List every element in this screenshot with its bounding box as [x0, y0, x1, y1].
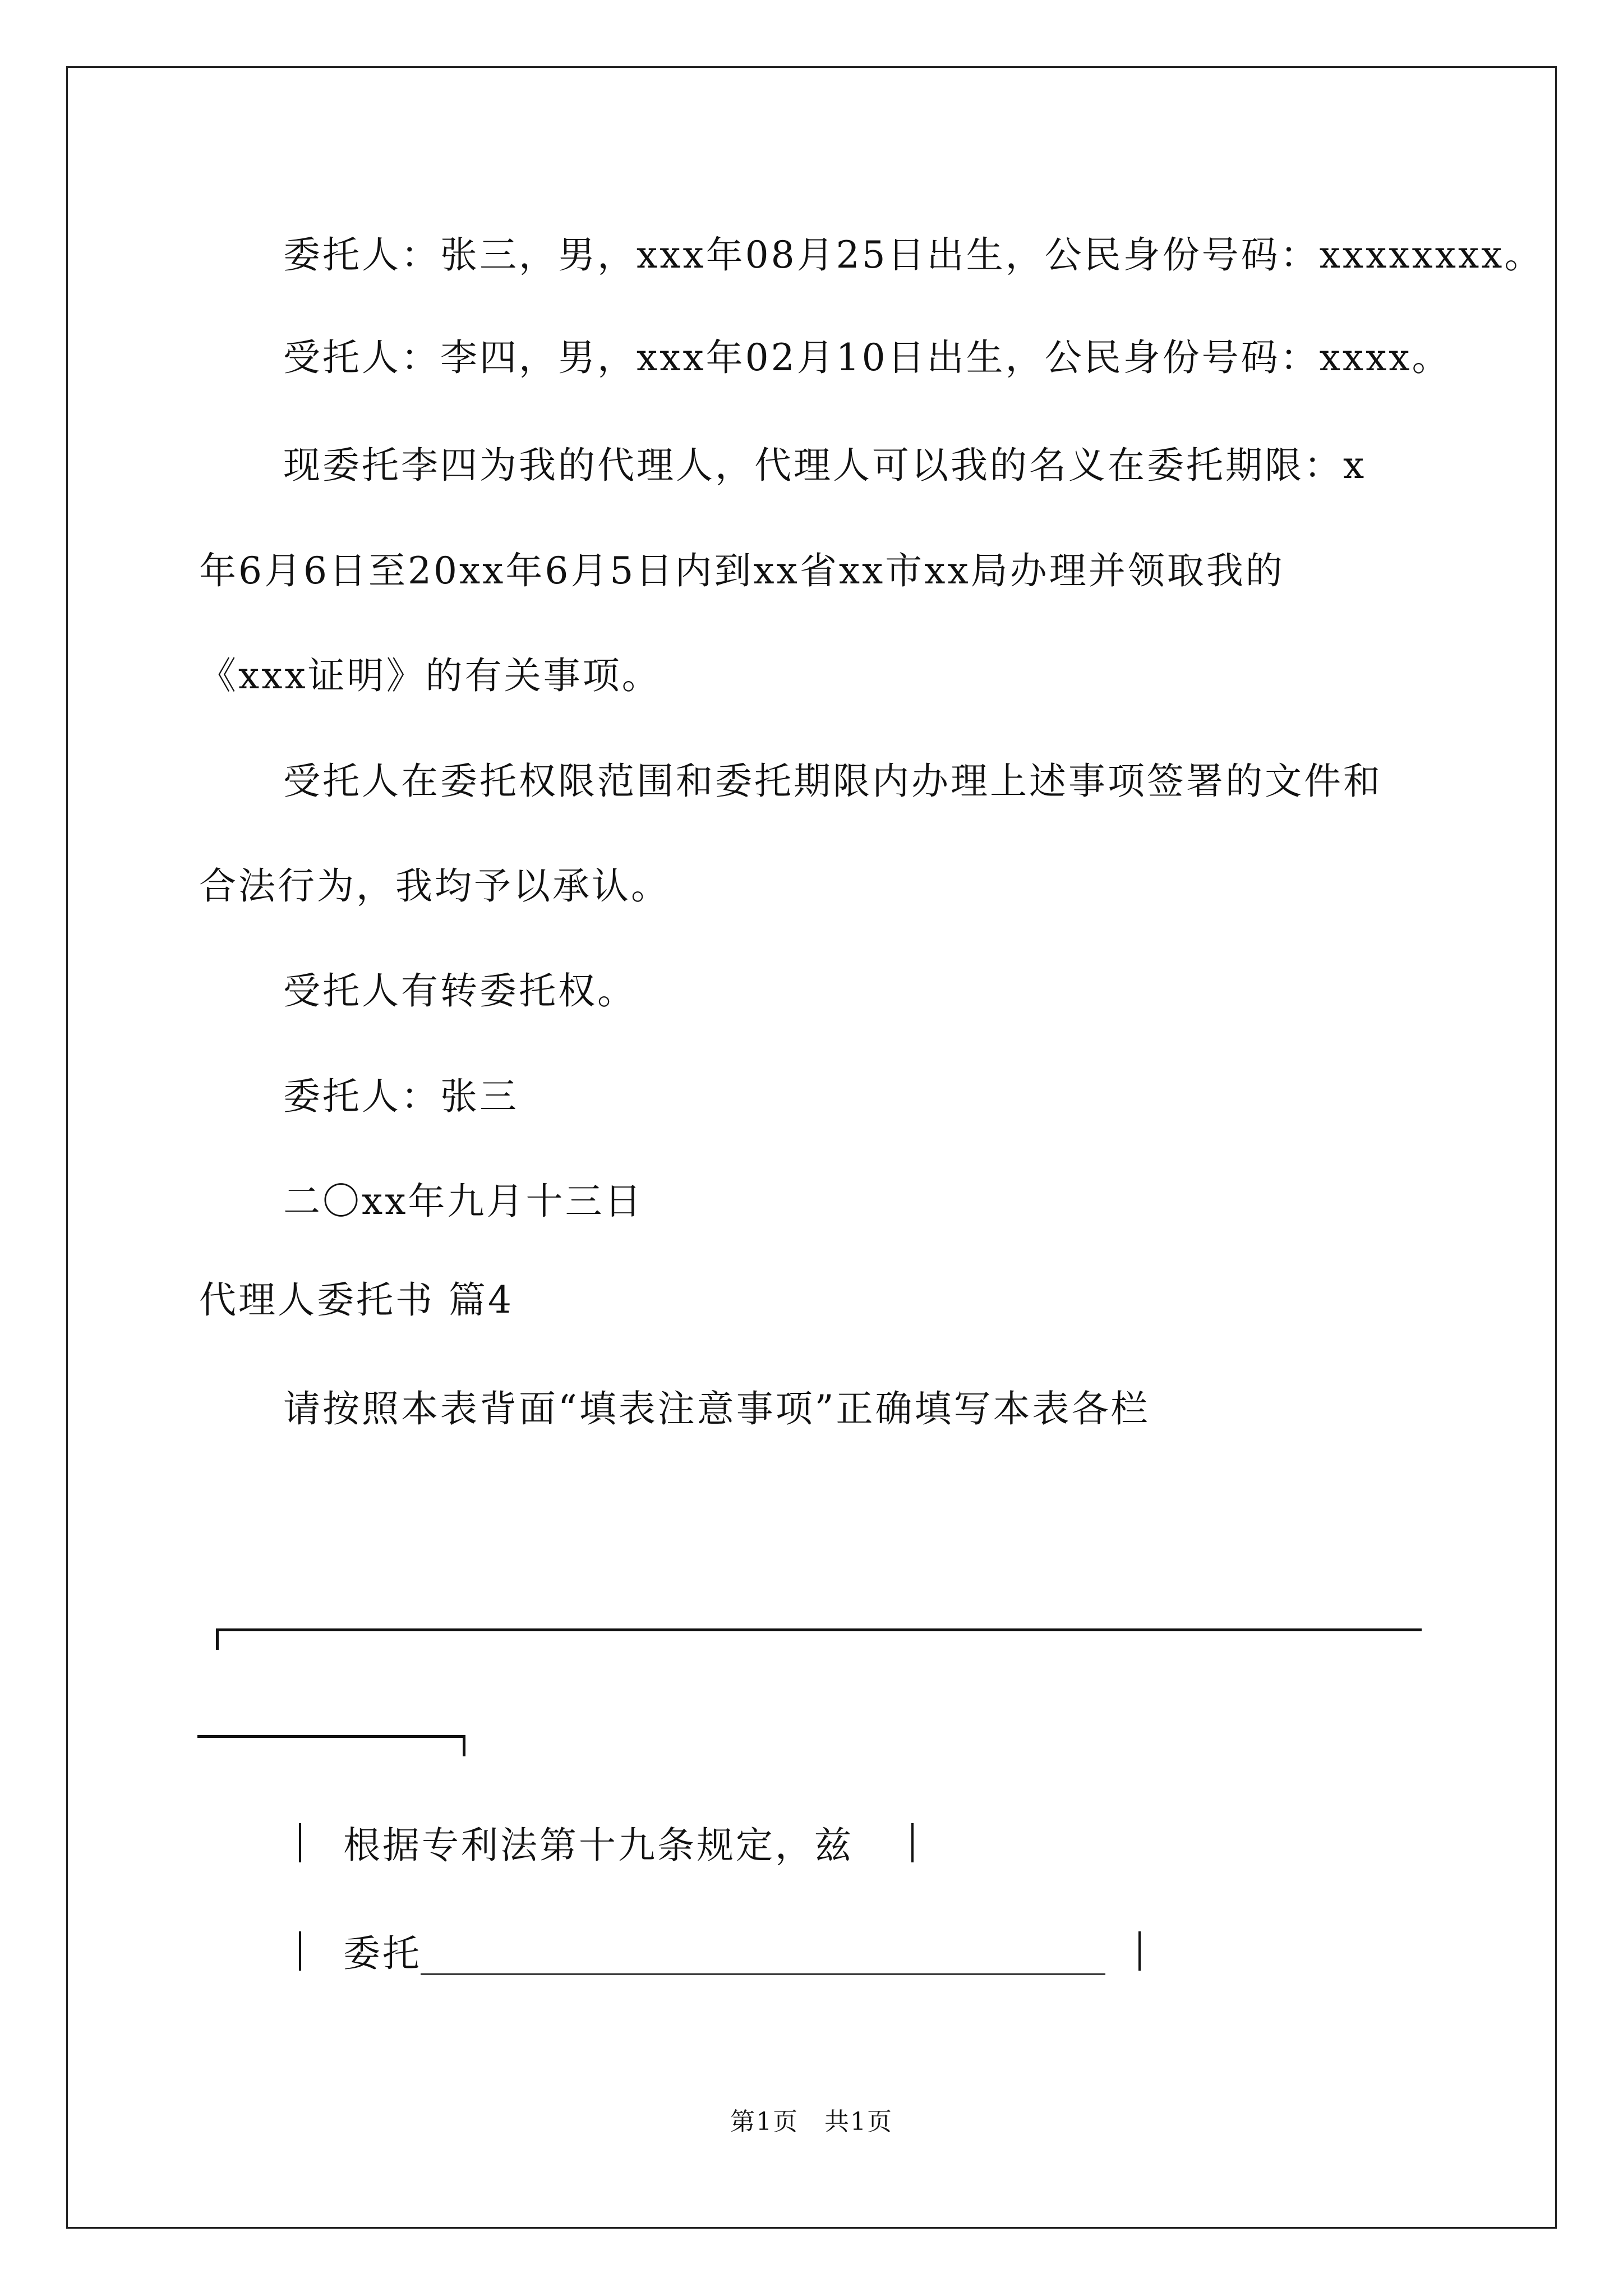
form-top-left-tick [216, 1628, 219, 1650]
form-instruction: 请按照本表背面“填表注意事项”正确填写本表各栏 [283, 1387, 1150, 1430]
page-border [66, 66, 1557, 2229]
paragraph-authority-line2: 合法行为，我均予以承认。 [199, 864, 670, 908]
form-second-rule [197, 1735, 465, 1738]
form-row2-label: 委托 [343, 1932, 422, 1975]
form-row2-blank: _____________________________________ [421, 1932, 1105, 1975]
paragraph-principal: 委托人：张三，男，xxx年08月25日出生，公民身份号码：xxxxxxxx。 [283, 233, 1544, 277]
form-row2-right-bar [1138, 1931, 1141, 1971]
paragraph-authority-line1: 受托人在委托权限范围和委托期限内办理上述事项签署的文件和 [283, 760, 1382, 803]
paragraph-delegation-line3: 《xxx证明》的有关事项。 [199, 654, 661, 697]
form-second-right-tick [463, 1735, 465, 1756]
form-row1-right-bar [911, 1823, 914, 1862]
form-top-rule [216, 1628, 1422, 1631]
paragraph-delegation-line1: 现委托李四为我的代理人，代理人可以我的名义在委托期限：x [283, 444, 1367, 487]
signature-date: 二〇xx年九月十三日 [283, 1180, 644, 1223]
section-heading: 代理人委托书 篇4 [199, 1278, 514, 1322]
paragraph-agent: 受托人：李四，男，xxx年02月10日出生，公民身份号码：xxxx。 [283, 336, 1451, 379]
page-footer: 第1页 共1页 [730, 2108, 893, 2136]
form-row2-left-bar [299, 1931, 301, 1971]
form-row1-left-bar [299, 1823, 301, 1862]
signature-principal: 委托人：张三 [283, 1075, 519, 1118]
paragraph-sub-delegation: 受托人有转委托权。 [283, 969, 637, 1013]
paragraph-delegation-line2: 年6月6日至20xx年6月5日内到xx省xx市xx局办理并领取我的 [199, 549, 1285, 592]
form-row1-text: 根据专利法第十九条规定，兹 [343, 1824, 854, 1867]
